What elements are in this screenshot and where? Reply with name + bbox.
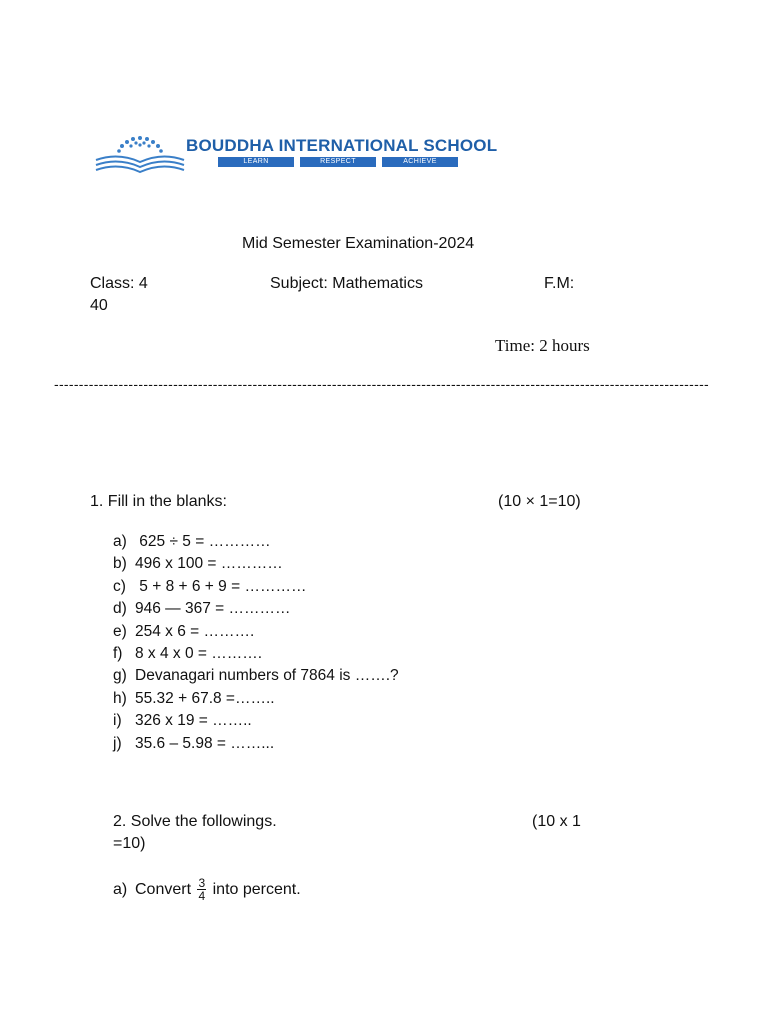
school-name: BOUDDHA INTERNATIONAL SCHOOL — [186, 136, 498, 155]
list-item: d) 946 — 367 = ………… — [113, 600, 291, 618]
fraction-denominator: 4 — [198, 889, 206, 904]
item-suffix: into percent. — [212, 881, 301, 898]
list-item: g) Devanagari numbers of 7864 is …….? — [113, 667, 399, 685]
question-1-title: 1. Fill in the blanks: — [90, 493, 227, 510]
open-book-icon — [92, 132, 188, 178]
list-item: a) 625 ÷ 5 = ………… — [113, 533, 271, 550]
school-logo — [92, 132, 496, 178]
question-2-item-a — [113, 872, 301, 908]
tagline-respect: RESPECT — [300, 157, 376, 167]
question-2-title: 2. Solve the followings. — [113, 813, 277, 830]
list-item: e) 254 x 6 = ………. — [113, 622, 255, 640]
fraction — [197, 877, 206, 902]
time-label: Time: 2 hours — [495, 336, 590, 355]
question-1-marks: (10 × 1=10) — [498, 493, 581, 510]
tagline-achieve: ACHIEVE — [382, 157, 458, 167]
exam-title: Mid Semester Examination-2024 — [242, 235, 475, 252]
separator-line: ------------------------------------------------------------------------------------------------------------------------------------ — [54, 376, 709, 392]
item-label: a) — [113, 881, 128, 898]
fraction-numerator: 3 — [198, 876, 206, 891]
question-1-list — [113, 531, 399, 755]
list-item: h) 55.32 + 67.8 =…….. — [113, 689, 275, 707]
class-label: Class: 4 — [90, 275, 148, 292]
list-item: j) 35.6 – 5.98 = ……... — [113, 734, 275, 752]
list-item: i) 326 x 19 = …….. — [113, 712, 252, 730]
question-2-marks: (10 x 1 — [532, 813, 581, 830]
item-prefix: Convert — [135, 881, 192, 898]
list-item: b) 496 x 100 = ………… — [113, 555, 283, 573]
full-marks-value: 40 — [90, 297, 108, 314]
list-item: c) 5 + 8 + 6 + 9 = ………… — [113, 577, 307, 595]
full-marks-label: F.M: — [544, 275, 575, 292]
list-item: f) 8 x 4 x 0 = ………. — [113, 645, 263, 663]
tagline-learn: LEARN — [218, 157, 294, 167]
subject-label: Subject: Mathematics — [270, 275, 423, 292]
question-2-marks-cont: =10) — [113, 835, 146, 852]
